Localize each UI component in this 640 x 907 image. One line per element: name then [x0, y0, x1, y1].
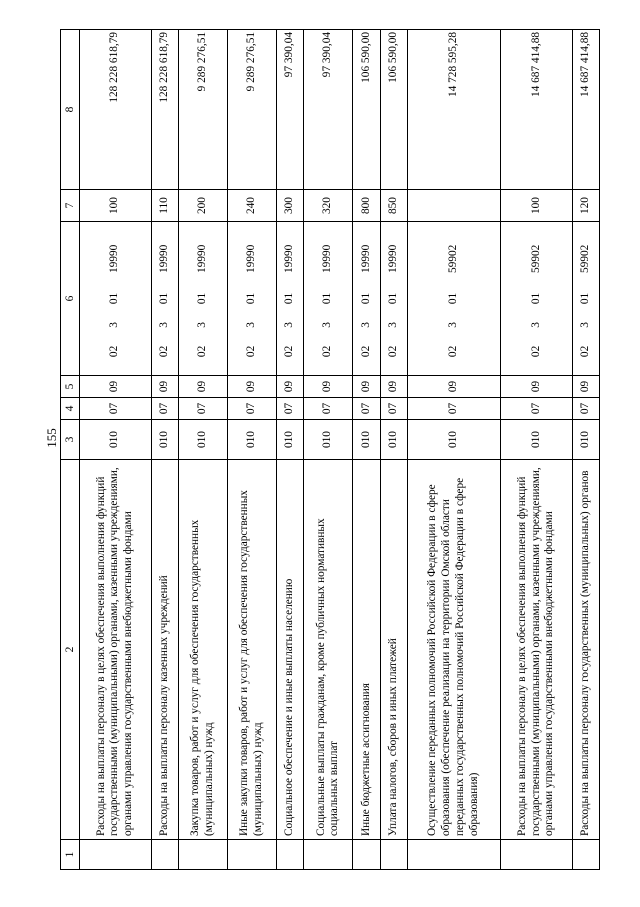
expense-name-cell: Иные бюджетные ассигнования [353, 460, 380, 840]
subsection-code-cell: 09 [380, 376, 407, 398]
table-row [80, 30, 152, 870]
ministry-code-cell: 010 [572, 420, 599, 460]
expense-type-cell [407, 190, 501, 222]
subsection-code-cell: 09 [178, 376, 227, 398]
target-article-part: 3 [579, 322, 592, 328]
subsection-code-cell: 09 [353, 376, 380, 398]
table-row [304, 30, 353, 870]
target-article-part: 59902 [447, 244, 460, 273]
target-article-part: 01 [529, 292, 542, 305]
row-number-cell [501, 840, 573, 870]
ministry-code-cell: 010 [227, 420, 276, 460]
table-row [501, 30, 573, 870]
amount-cell: 9 289 276,51 [227, 30, 276, 190]
target-article-part: 02 [283, 345, 296, 358]
target-article-part: 02 [386, 345, 399, 358]
target-article-cell [353, 222, 380, 376]
target-article-part: 3 [108, 322, 121, 328]
target-article-part: 02 [108, 345, 121, 358]
target-article-part: 01 [321, 292, 334, 305]
expense-name-cell: Осуществление переданных полномочий Российской Федерации в сфере образования (обеспечение реализации на территории Омской области переданных государственных полномочий Российской Федерации в сфере образования) [407, 460, 501, 840]
ministry-code-cell: 010 [277, 420, 304, 460]
target-article-cell [80, 222, 152, 376]
target-article-part: 3 [359, 322, 372, 328]
row-number-cell [304, 840, 353, 870]
target-article-part: 01 [245, 292, 258, 305]
target-article-part: 19990 [245, 244, 258, 273]
subsection-code-cell: 09 [227, 376, 276, 398]
target-article-part: 02 [579, 345, 592, 358]
budget-table [60, 29, 600, 870]
target-article-part: 3 [245, 322, 258, 328]
expense-type-cell: 240 [227, 190, 276, 222]
target-article-part: 3 [386, 322, 399, 328]
section-code-cell: 07 [277, 398, 304, 420]
ministry-code-cell: 010 [353, 420, 380, 460]
subsection-code-cell: 09 [407, 376, 501, 398]
subsection-code-cell: 09 [572, 376, 599, 398]
expense-type-cell: 120 [572, 190, 599, 222]
ministry-code-cell: 010 [407, 420, 501, 460]
target-article-part: 01 [108, 292, 121, 305]
amount-cell: 14 687 414,88 [572, 30, 599, 190]
target-article-part: 02 [245, 345, 258, 358]
target-article-part: 02 [195, 345, 208, 358]
header-cell: 2 [61, 460, 80, 840]
target-article-part: 3 [157, 322, 170, 328]
target-article-part: 59902 [579, 244, 592, 273]
header-cell: 1 [61, 840, 80, 870]
row-number-cell [353, 840, 380, 870]
subsection-code-cell: 09 [151, 376, 178, 398]
target-article-part: 19990 [283, 244, 296, 273]
section-code-cell: 07 [380, 398, 407, 420]
target-article-cell [380, 222, 407, 376]
target-article-part: 19990 [108, 244, 121, 273]
ministry-code-cell: 010 [151, 420, 178, 460]
row-number-cell [407, 840, 501, 870]
table-row [353, 30, 380, 870]
target-article-cell [227, 222, 276, 376]
section-code-cell: 07 [227, 398, 276, 420]
table-row [151, 30, 178, 870]
section-code-cell: 07 [407, 398, 501, 420]
target-article-part: 3 [529, 322, 542, 328]
target-article-part: 02 [359, 345, 372, 358]
header-cell: 3 [61, 420, 80, 460]
table-row [277, 30, 304, 870]
row-number-cell [227, 840, 276, 870]
row-number-cell [80, 840, 152, 870]
row-number-cell [572, 840, 599, 870]
amount-cell: 14 728 595,28 [407, 30, 501, 190]
target-article-cell [572, 222, 599, 376]
section-code-cell: 07 [80, 398, 152, 420]
amount-cell: 106 590,00 [353, 30, 380, 190]
header-row [61, 30, 80, 870]
section-code-cell: 07 [353, 398, 380, 420]
section-code-cell: 07 [501, 398, 573, 420]
expense-name-cell: Расходы на выплаты персоналу государственных (муниципальных) органов [572, 460, 599, 840]
subsection-code-cell: 09 [304, 376, 353, 398]
target-article-part: 01 [447, 292, 460, 305]
row-number-cell [151, 840, 178, 870]
expense-name-cell: Расходы на выплаты персоналу в целях обеспечения выполнения функций государственными (муниципальными) органами, казенными учреждениями, органами управления государственными внебюджетными фондами [80, 460, 152, 840]
section-code-cell: 07 [304, 398, 353, 420]
expense-type-cell: 200 [178, 190, 227, 222]
target-article-part: 3 [447, 322, 460, 328]
ministry-code-cell: 010 [178, 420, 227, 460]
row-number-cell [380, 840, 407, 870]
target-article-part: 01 [157, 292, 170, 305]
target-article-part: 59902 [529, 244, 542, 273]
target-article-part: 01 [386, 292, 399, 305]
target-article-part: 02 [529, 345, 542, 358]
target-article-cell [501, 222, 573, 376]
expense-type-cell: 110 [151, 190, 178, 222]
expense-name-cell: Расходы на выплаты персоналу в целях обеспечения выполнения функций государственными (муниципальными) органами, казенными учреждениями, органами управления государственными внебюджетными фондами [501, 460, 573, 840]
ministry-code-cell: 010 [80, 420, 152, 460]
subsection-code-cell: 09 [501, 376, 573, 398]
target-article-part: 01 [579, 292, 592, 305]
row-number-cell [178, 840, 227, 870]
target-article-part: 19990 [359, 244, 372, 273]
expense-name-cell: Социальное обеспечение и иные выплаты населению [277, 460, 304, 840]
header-cell: 7 [61, 190, 80, 222]
row-number-cell [277, 840, 304, 870]
expense-type-cell: 100 [80, 190, 152, 222]
section-code-cell: 07 [178, 398, 227, 420]
target-article-part: 02 [157, 345, 170, 358]
amount-cell: 97 390,04 [277, 30, 304, 190]
expense-type-cell: 300 [277, 190, 304, 222]
section-code-cell: 07 [151, 398, 178, 420]
target-article-part: 19990 [157, 244, 170, 273]
header-cell: 4 [61, 398, 80, 420]
target-article-part: 02 [321, 345, 334, 358]
table-row [407, 30, 501, 870]
amount-cell: 106 590,00 [380, 30, 407, 190]
subsection-code-cell: 09 [80, 376, 152, 398]
table-row [572, 30, 599, 870]
amount-cell: 97 390,04 [304, 30, 353, 190]
header-cell: 5 [61, 376, 80, 398]
subsection-code-cell: 09 [277, 376, 304, 398]
expense-type-cell: 800 [353, 190, 380, 222]
target-article-part: 02 [447, 345, 460, 358]
expense-type-cell: 850 [380, 190, 407, 222]
table-row [178, 30, 227, 870]
expense-name-cell: Расходы на выплаты персоналу казенных учреждений [151, 460, 178, 840]
target-article-cell [151, 222, 178, 376]
expense-name-cell: Закупка товаров, работ и услуг для обеспечения государственных (муниципальных) нужд [178, 460, 227, 840]
table-row [380, 30, 407, 870]
expense-name-cell: Социальные выплаты гражданам, кроме публичных нормативных социальных выплат [304, 460, 353, 840]
section-code-cell: 07 [572, 398, 599, 420]
ministry-code-cell: 010 [380, 420, 407, 460]
target-article-part: 19990 [195, 244, 208, 273]
target-article-part: 01 [283, 292, 296, 305]
expense-name-cell: Уплата налогов, сборов и иных платежей [380, 460, 407, 840]
target-article-cell [178, 222, 227, 376]
expense-type-cell: 320 [304, 190, 353, 222]
target-article-cell [304, 222, 353, 376]
amount-cell: 128 228 618,79 [151, 30, 178, 190]
ministry-code-cell: 010 [304, 420, 353, 460]
target-article-part: 01 [359, 292, 372, 305]
header-cell: 8 [61, 30, 80, 190]
page-number: 155 [44, 428, 59, 448]
amount-cell: 9 289 276,51 [178, 30, 227, 190]
target-article-part: 3 [283, 322, 296, 328]
budget-table-rotated [60, 30, 600, 870]
target-article-part: 3 [321, 322, 334, 328]
expense-type-cell: 100 [501, 190, 573, 222]
target-article-part: 19990 [321, 244, 334, 273]
expense-name-cell: Иные закупки товаров, работ и услуг для обеспечения государственных (муниципальных) нужд [227, 460, 276, 840]
target-article-part: 3 [195, 322, 208, 328]
amount-cell: 14 687 414,88 [501, 30, 573, 190]
ministry-code-cell: 010 [501, 420, 573, 460]
table-row [227, 30, 276, 870]
target-article-part: 19990 [386, 244, 399, 273]
target-article-part: 01 [195, 292, 208, 305]
header-cell: 6 [61, 222, 80, 376]
target-article-cell [407, 222, 501, 376]
target-article-cell [277, 222, 304, 376]
amount-cell: 128 228 618,79 [80, 30, 152, 190]
